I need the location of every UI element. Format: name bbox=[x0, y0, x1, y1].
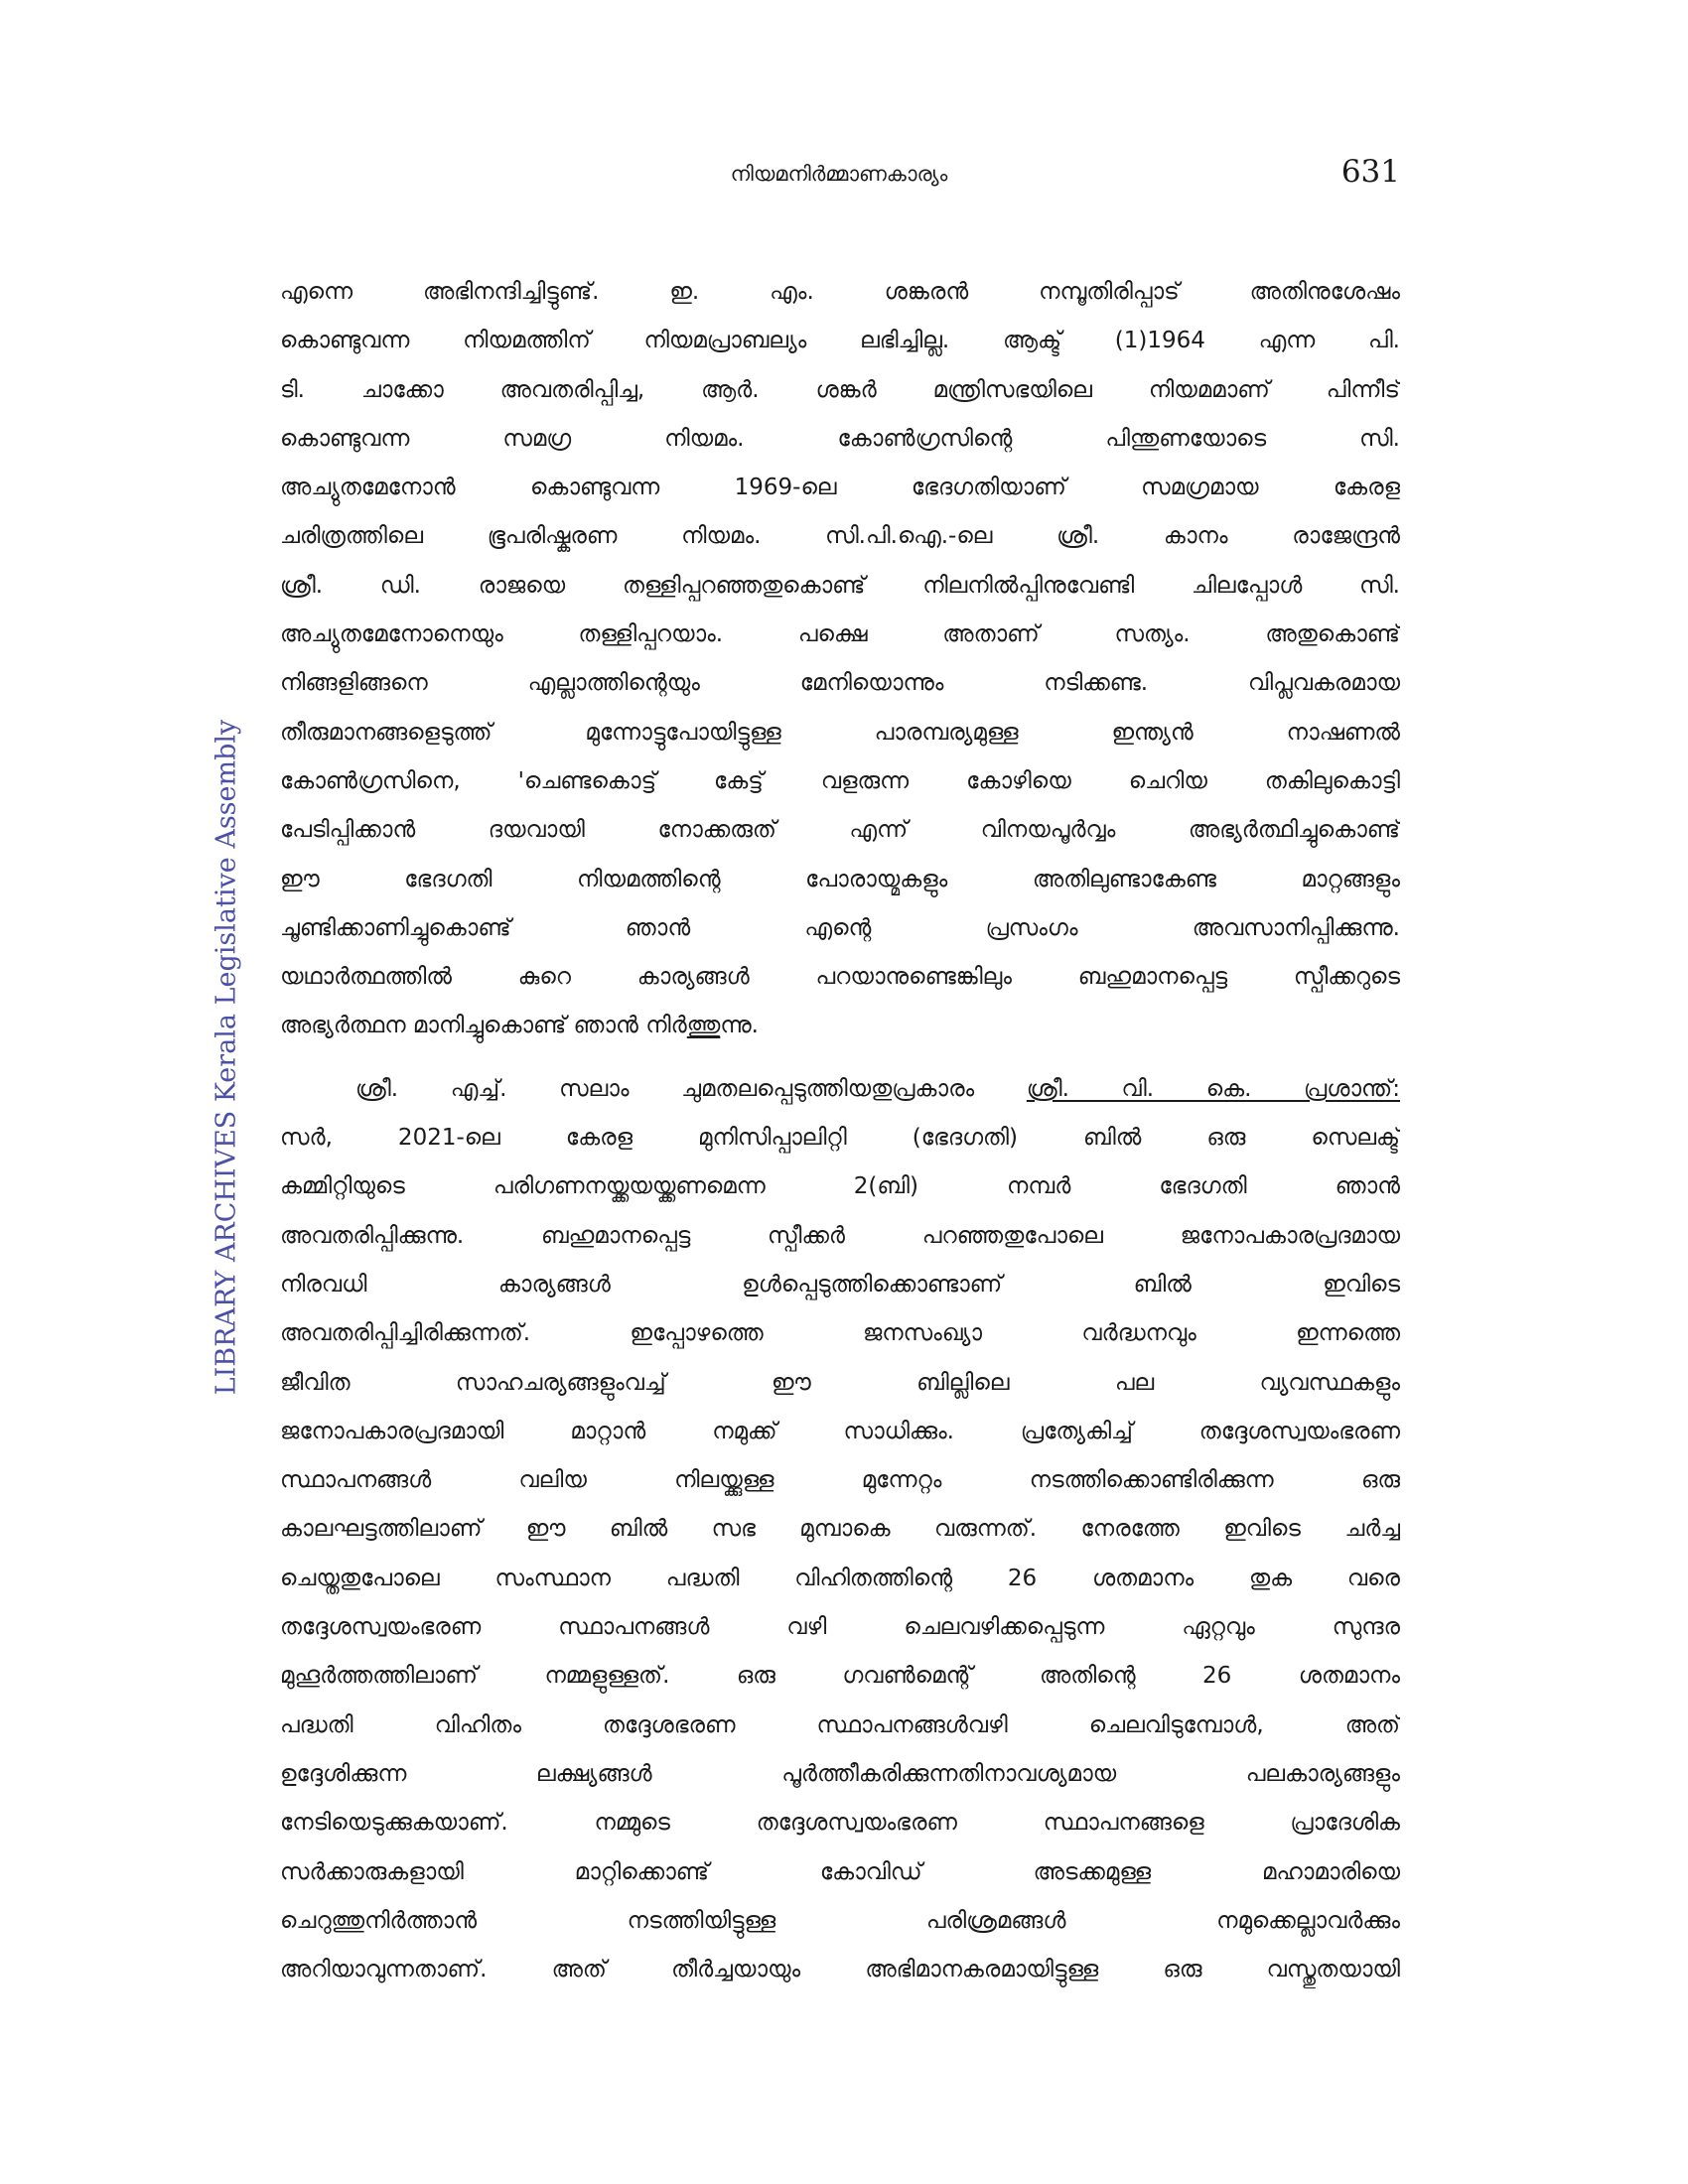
text-line: സ്ഥാപനങ്ങൾ വലിയ നിലയ്ക്കുള്ള മുന്നേറ്റം നടത്തിക്കൊണ്ടിരിക്കുന്ന ഒരു bbox=[280, 1467, 1400, 1494]
text-line: യഥാർത്ഥത്തിൽ കുറെ കാര്യങ്ങൾ പറയാനുണ്ടെങ്കിലും ബഹുമാനപ്പെട്ട സ്പീക്കറുടെ bbox=[280, 964, 1400, 991]
text-segment: ശ്രീ. എച്ച്. സലാം ചുമതലപ്പെടുത്തിയതുപ്രകാരം bbox=[355, 1075, 1027, 1102]
underlined-text: ത്തു bbox=[686, 1013, 721, 1039]
document-body bbox=[280, 268, 1400, 1994]
library-archives-stamp-text: LIBRARY ARCHIVES Kerala Legislative Assembly bbox=[211, 719, 242, 1396]
text-line: നേടിയെടുക്കുകയാണ്. നമ്മുടെ തദ്ദേശസ്വയംഭരണ സ്ഥാപനങ്ങളെ പ്രാദേശിക bbox=[280, 1810, 1400, 1837]
text-line: ചരിത്രത്തിലെ ഭൂപരിഷ്കരണ നിയമം. സി.പി.ഐ.-ലെ ശ്രീ. കാനം രാജേന്ദ്രൻ bbox=[280, 523, 1400, 550]
text-line: സർ, 2021-ലെ കേരള മുനിസിപ്പാലിറ്റി (ഭേദഗതി) ബിൽ ഒരു സെലക്ട് bbox=[280, 1125, 1400, 1152]
text-line: അറിയാവുന്നതാണ്. അത് തീർച്ചയായും അഭിമാനകരമായിട്ടുള്ള ഒരു വസ്തുതയായി bbox=[280, 1957, 1400, 1983]
text-line: അച്യുതമേനോനെയും തള്ളിപ്പറയാം. പക്ഷെ അതാണ് സത്യം. അതുകൊണ്ട് bbox=[280, 621, 1400, 648]
text-line: ശ്രീ. ഡി. രാജയെ തള്ളിപ്പറഞ്ഞതുകൊണ്ട് നിലനിൽപ്പിനുവേണ്ടി ചിലപ്പോൾ സി. bbox=[280, 572, 1400, 599]
running-header bbox=[278, 154, 1400, 194]
text-line: അവതരിപ്പിച്ചിരിക്കുന്നത്. ഇപ്പോഴത്തെ ജനസംഖ്യാ വർദ്ധനവും ഇന്നത്തെ bbox=[280, 1320, 1400, 1347]
running-title: നിയമനിർമ്മാണകാര്യം bbox=[730, 162, 948, 186]
text-line: കൊണ്ടുവന്ന സമഗ്ര നിയമം. കോൺഗ്രസിന്റെ പിന്തുണയോടെ സി. bbox=[280, 425, 1400, 452]
text-line: നിരവധി കാര്യങ്ങൾ ഉൾപ്പെടുത്തിക്കൊണ്ടാണ് ബിൽ ഇവിടെ bbox=[280, 1271, 1400, 1297]
text-line: ചെയ്തതുപോലെ സംസ്ഥാന പദ്ധതി വിഹിതത്തിന്റെ 26 ശതമാനം തുക വരെ bbox=[280, 1565, 1400, 1591]
text-line: നിങ്ങളിങ്ങനെ എല്ലാത്തിന്റെയും മേനിയൊന്നും നടിക്കണ്ട. വിപ്ലവകരമായ bbox=[280, 670, 1400, 697]
text-line: കാലഘട്ടത്തിലാണ് ഈ ബിൽ സഭ മുമ്പാകെ വരുന്നത്. നേരത്തേ ഇവിടെ ചർച്ച bbox=[280, 1516, 1400, 1543]
text-line: കൊണ്ടുവന്ന നിയമത്തിന് നിയമപ്രാബല്യം ലഭിച്ചില്ല. ആക്ട് (1)1964 എന്ന പി. bbox=[280, 328, 1400, 354]
text-line: അവതരിപ്പിക്കുന്നു. ബഹുമാനപ്പെട്ട സ്പീക്കർ പറഞ്ഞതുപോലെ ജനോപകാരപ്രദമായ bbox=[280, 1222, 1400, 1249]
page-number: 631 bbox=[1340, 154, 1400, 190]
text-line: ജനോപകാരപ്രദമായി മാറ്റാൻ നമുക്ക് സാധിക്കും. പ്രത്യേകിച്ച് തദ്ദേശസ്വയംഭരണ bbox=[280, 1418, 1400, 1444]
text-line-last bbox=[280, 1002, 1400, 1050]
text-line: ഉദ്ദേശിക്കുന്ന ലക്ഷ്യങ്ങൾ പൂർത്തീകരിക്കുന്നതിനാവശ്യമായ പലകാര്യങ്ങളും bbox=[280, 1760, 1400, 1787]
text-line: ജീവിത സാഹചര്യങ്ങളുംവച്ച് ഈ ബില്ലിലെ പല വ്യവസ്ഥകളും bbox=[280, 1369, 1400, 1396]
text-line-first bbox=[280, 1065, 1400, 1114]
paragraph-2 bbox=[280, 1065, 1400, 1995]
text-line: ചൂണ്ടിക്കാണിച്ചുകൊണ്ട് ഞാൻ എന്റെ പ്രസംഗം അവസാനിപ്പിക്കുന്നു. bbox=[280, 914, 1400, 941]
text-line: സർക്കാരുകളായി മാറ്റിക്കൊണ്ട് കോവിഡ് അടക്കമുള്ള മഹാമാരിയെ bbox=[280, 1858, 1400, 1885]
text-line: പേടിപ്പിക്കാൻ ദയവായി നോക്കരുത് എന്ന് വിനയപൂർവ്വം അഭ്യർത്ഥിച്ചുകൊണ്ട് bbox=[280, 817, 1400, 844]
text-line: മുഹൂർത്തത്തിലാണ് നമ്മളുള്ളത്. ഒരു ഗവൺമെന്റ് അതിന്റെ 26 ശതമാനം bbox=[280, 1663, 1400, 1690]
text-line: കമ്മിറ്റിയുടെ പരിഗണനയ്ക്കയയ്ക്കണമെന്ന 2(ബി) നമ്പർ ഭേദഗതി ഞാൻ bbox=[280, 1173, 1400, 1200]
speaker-name: ശ്രീ. വി. കെ. പ്രശാന്ത്: bbox=[1026, 1075, 1400, 1102]
text-line: ചെറുത്തുനിർത്താൻ നടത്തിയിട്ടുള്ള പരിശ്രമങ്ങൾ നമുക്കെല്ലാവർക്കും bbox=[280, 1907, 1400, 1934]
text-segment: ന്നു. bbox=[720, 1013, 759, 1039]
text-line: ടി. ചാക്കോ അവതരിപ്പിച്ച, ആർ. ശങ്കർ മന്ത്രിസഭയിലെ നിയമമാണ് പിന്നീട് bbox=[280, 376, 1400, 403]
text-line: കോൺഗ്രസിനെ, 'ചെണ്ടകൊട്ട് കേട്ട് വളരുന്ന കോഴിയെ ചെറിയ തകിലുകൊട്ടി bbox=[280, 767, 1400, 794]
text-line: ഈ ഭേദഗതി നിയമത്തിന്റെ പോരായ്മകളും അതിലുണ്ടാകേണ്ട മാറ്റങ്ങളും bbox=[280, 866, 1400, 892]
text-line: എന്നെ അഭിനന്ദിച്ചിട്ടുണ്ട്. ഇ. എം. ശങ്കരൻ നമ്പൂതിരിപ്പാട് അതിനുശേഷം bbox=[280, 279, 1400, 305]
text-line: പദ്ധതി വിഹിതം തദ്ദേശഭരണ സ്ഥാപനങ്ങൾവഴി ചെലവിടുമ്പോൾ, അത് bbox=[280, 1711, 1400, 1738]
text-line: തദ്ദേശസ്വയംഭരണ സ്ഥാപനങ്ങൾ വഴി ചെലവഴിക്കപ്പെടുന്ന ഏറ്റവും സുന്ദര bbox=[280, 1614, 1400, 1641]
text-segment: അഭ്യർത്ഥന മാനിച്ചുകൊണ്ട് ഞാൻ നിർ bbox=[280, 1013, 687, 1039]
text-line: തീരുമാനങ്ങളെടുത്ത് മുന്നോട്ടുപോയിട്ടുള്ള പാരമ്പര്യമുള്ള ഇന്ത്യൻ നാഷണൽ bbox=[280, 719, 1400, 746]
text-line: അച്യുതമേനോൻ കൊണ്ടുവന്ന 1969-ലെ ഭേദഗതിയാണ് സമഗ്രമായ കേരള bbox=[280, 475, 1400, 501]
paragraph-1 bbox=[280, 268, 1400, 1051]
